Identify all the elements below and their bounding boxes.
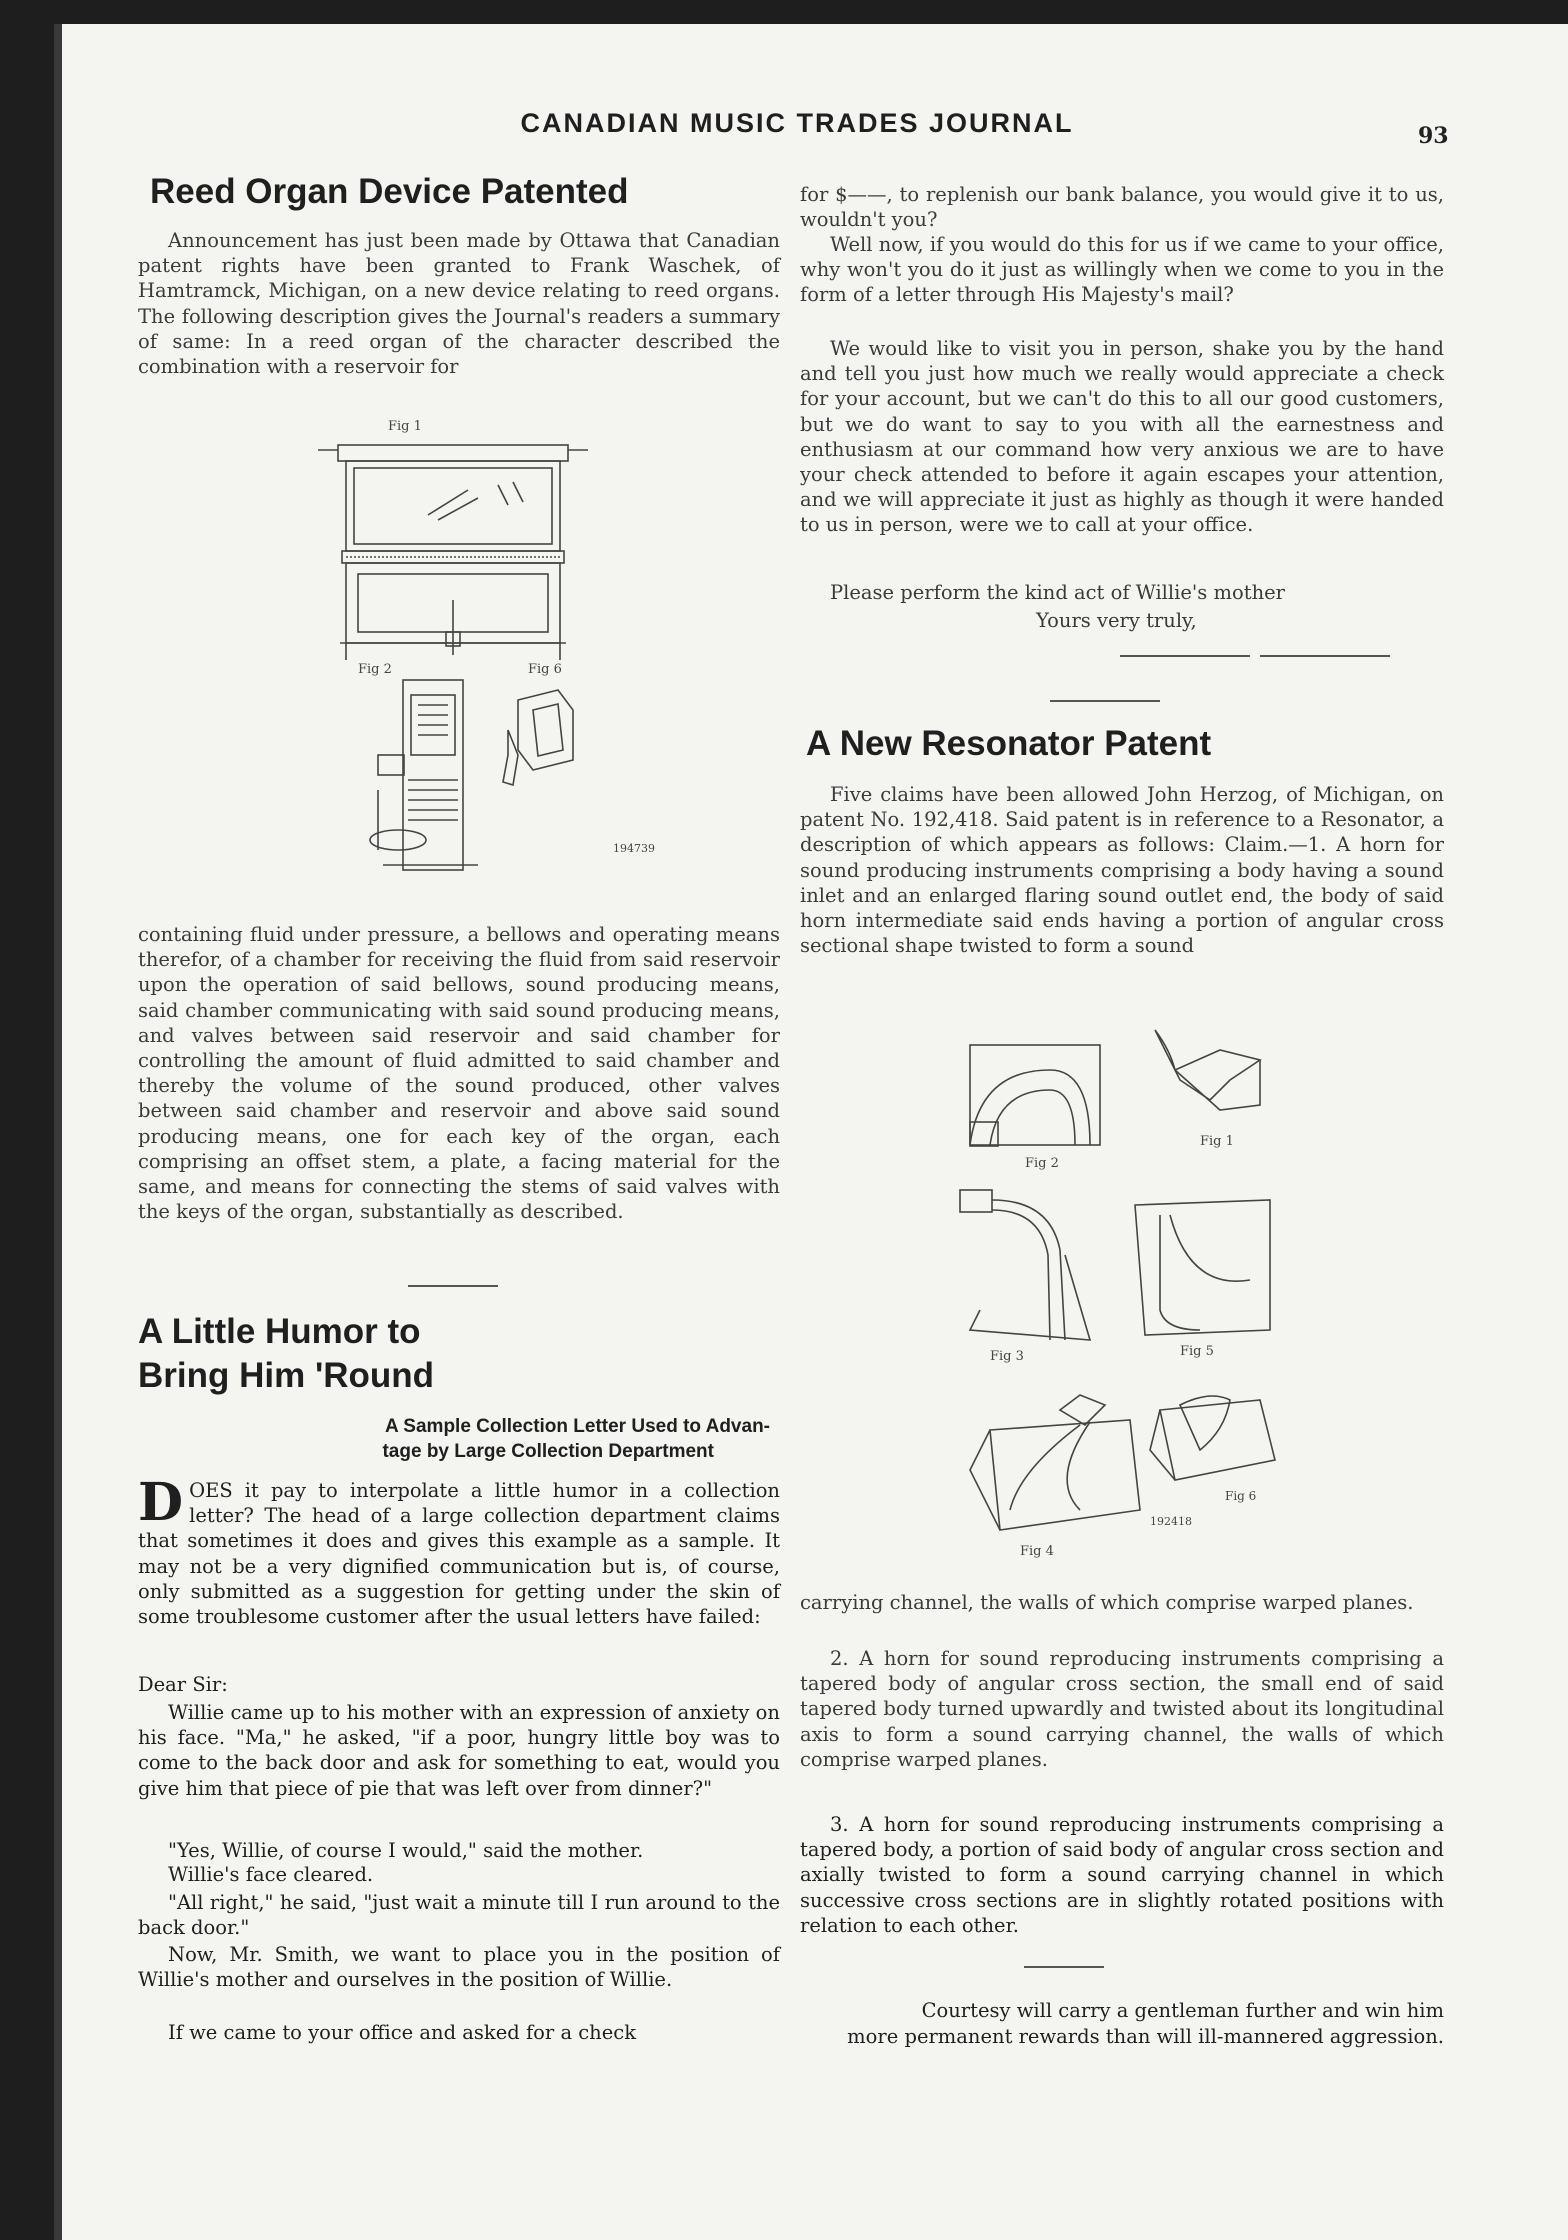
filler-line-1: Courtesy will carry a gentleman further and win him (921, 1999, 1444, 2022)
reed-patent-no: 194739 (613, 842, 655, 855)
letter-salutation: Dear Sir: (138, 1673, 228, 1696)
humor-intro-text: OES it pay to interpolate a little humor in a collection letter? The head of a large collection department claims that sometimes it does and gives this example as a sample. It may not be a very dignified communication but is, of course, only submitted as a suggestion for getting under the skin of some troublesome customer after the usual letters have failed: (138, 1479, 780, 1629)
letter-para-4: "All right," he said, "just wait a minute till I run around to the back door." (138, 1891, 780, 1940)
letter-para-8: Well now, if you would do this for us if we came to your office, why won't you do it just as willingly when we come to you in the form of a letter through His Majesty's mail? (800, 233, 1444, 307)
humor-subtitle-line-1: A Sample Collection Letter Used to Advan- (385, 1416, 770, 1437)
letter-para-7: for $——, to replenish our bank balance, you would give it to us, wouldn't you? (800, 183, 1444, 232)
letter-closing: Yours very truly, (1036, 609, 1197, 632)
reed-fig1-label: Fig 1 (388, 419, 422, 434)
reed-organ-title: Reed Organ Device Patented (150, 172, 629, 211)
humor-title-line-2: Bring Him 'Round (138, 1356, 435, 1395)
humor-intro-paragraph (138, 1472, 780, 1629)
resonator-fig4-label: Fig 4 (1020, 1544, 1054, 1559)
letter-para-3: Willie's face cleared. (168, 1863, 374, 1886)
filler-line-2: more permanent rewards than will ill-mannered aggression. (847, 2025, 1444, 2048)
resonator-fig6-label: Fig 6 (1225, 1489, 1257, 1503)
reed-fig2-label: Fig 2 (358, 662, 392, 677)
humor-title-line-1: A Little Humor to (138, 1312, 421, 1351)
resonator-claim-2: 2. A horn for sound reproducing instruments comprising a tapered body of angular cross section, the small end of said tapered body turned upwardly and twisted about its longitudinal axis to form a sound carrying channel, the walls of which comprise warped planes. (800, 1647, 1444, 1771)
humor-subtitle-line-2: tage by Large Collection Department (382, 1441, 714, 1462)
section-divider (1050, 700, 1160, 702)
reed-organ-para-1: Announcement has just been made by Ottawa that Canadian patent rights have been granted to Frank Waschek, of Hamtramck, Michigan, on a new device relating to reed organs. The following description gives the Journal's readers a summary of same: In a reed organ of the character described the combination with a reservoir for (138, 229, 780, 379)
resonator-title: A New Resonator Patent (806, 724, 1212, 763)
letter-para-1: Willie came up to his mother with an expression of anxiety on his face. "Ma," he asked, "if a poor, hungry little boy was to come to the back door and ask for something to eat, would you give him that piece of pie that was left over from dinner?" (138, 1701, 780, 1800)
signature-lines (1120, 650, 1420, 662)
letter-para-2: "Yes, Willie, of course I would," said the mother. (168, 1839, 644, 1862)
section-divider (408, 1285, 498, 1287)
running-title: CANADIAN MUSIC TRADES JOURNAL (520, 108, 1074, 138)
letter-para-9: We would like to visit you in person, shake you by the hand and tell you just how much we really would appreciate a check for your account, but we can't do this to all our good customers, but we do want to say to you with all the earnestness and enthusiasm at our command how very anxious we are to have your check attended to before it again escapes your attention, and we will appreciate it just as highly as though it were handed to us in person, were we to call at your office. (800, 337, 1444, 537)
resonator-fig5-label: Fig 5 (1180, 1344, 1214, 1359)
reed-organ-figure (318, 410, 758, 880)
resonator-fig1-label: Fig 1 (1200, 1134, 1234, 1149)
resonator-figure (930, 1010, 1320, 1570)
reed-fig6-label: Fig 6 (528, 662, 562, 677)
resonator-patent-no: 192418 (1150, 1515, 1192, 1528)
letter-para-6: If we came to your office and asked for a check (168, 2021, 637, 2044)
drop-cap: D (138, 1472, 184, 1533)
page-spine (54, 24, 62, 2240)
letter-para-5: Now, Mr. Smith, we want to place you in the position of Willie's mother and ourselves in the position of Willie. (138, 1943, 780, 1992)
section-divider (1024, 1966, 1104, 1968)
letter-para-10: Please perform the kind act of Willie's mother (830, 581, 1285, 604)
resonator-fig2-label: Fig 2 (1025, 1156, 1059, 1171)
resonator-fig3-label: Fig 3 (990, 1349, 1024, 1364)
resonator-para-2: carrying channel, the walls of which comprise warped planes. (800, 1591, 1414, 1614)
page-number: 93 (1418, 123, 1449, 149)
resonator-para-1: Five claims have been allowed John Herzog, of Michigan, on patent No. 192,418. Said patent is in reference to a Resonator, a description of which appears as follows: Claim.—1. A horn for sound producing instruments comprising a body having a sound inlet and an enlarged flaring sound outlet end, the body of said horn intermediate said ends having a portion of angular cross sectional shape twisted to form a sound (800, 783, 1444, 958)
resonator-claim-3: 3. A horn for sound reproducing instruments comprising a tapered body, a portion of said body of angular cross section and axially twisted to form a sound carrying channel in which successive cross sections are in slightly rotated positions with relation to each other. (800, 1813, 1444, 1937)
reed-organ-para-2: containing fluid under pressure, a bellows and operating means therefor, of a chamber for receiving the fluid from said reservoir upon the operation of said bellows, sound producing means, said chamber communicating with said sound producing means, and valves between said reservoir and said chamber for controlling the amount of fluid admitted to said chamber and thereby the volume of the sound produced, other valves between said chamber and reservoir and above said sound producing means, one for each key of the organ, each comprising an offset stem, a plate, a facing material for the same, and means for connecting the stems of said valves with the keys of the organ, substantially as described. (138, 923, 780, 1224)
